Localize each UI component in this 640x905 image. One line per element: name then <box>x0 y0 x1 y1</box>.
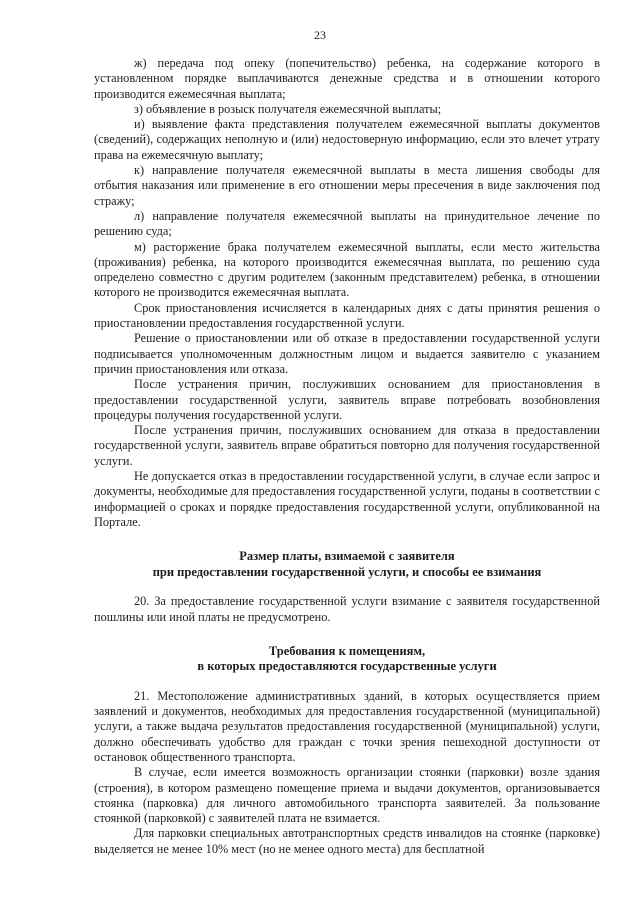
paragraph: м) расторжение брака получателем ежемесячной выплаты, если место жительства (проживания) ребенка, на которого производится ежемесячная выплата, по решению суда определено совместно с другим родителем (законным представителем) ребенка, в отношении которого не производится ежемесячная выплата. <box>94 239 600 300</box>
paragraph: После устранения причин, послуживших основанием для отказа в предоставлении государственной услуги, заявитель вправе обратиться повторно для получения государственной услуги. <box>94 423 600 468</box>
heading-line: в которых предоставляются государственные услуги <box>197 659 497 674</box>
paragraph-20: 20. За предоставление государственной услуги взимание с заявителя государственной пошлины или иной платы не предусмотрено. <box>94 594 600 624</box>
page-number: 23 <box>314 28 326 42</box>
paragraph: и) выявление факта представления получателем ежемесячной выплаты документов (сведений), содержащих неполную и (или) недостоверную информацию, если это влечет утрату права на ежемесячную выплату; <box>94 117 600 162</box>
section-heading-fee <box>94 549 600 580</box>
section-heading-premises <box>94 644 600 675</box>
paragraph: После устранения причин, послуживших основанием для приостановления в предоставлении государственной услуги, заявитель вправе потребовать возобновления процедуры получения государственной услуги. <box>94 377 600 422</box>
paragraph: Для парковки специальных автотранспортных средств инвалидов на стоянке (парковке) выделяется не менее 10% мест (но не менее одного места) для бесплатной <box>94 826 600 856</box>
paragraph: В случае, если имеется возможность организации стоянки (парковки) возле здания (строения), в котором размещено помещение приема и выдачи документов, организовывается стоянка (парковка) для личного автомобильного транспорта заявителей. За пользование стоянкой (парковкой) с заявителей плата не взимается. <box>94 765 600 826</box>
paragraph: Срок приостановления исчисляется в календарных днях с даты принятия решения о приостановлении предоставления государственной услуги. <box>94 300 600 331</box>
heading-line: при предоставлении государственной услуги, и способы ее взимания <box>152 564 542 579</box>
paragraph: Не допускается отказ в предоставлении государственной услуги, в случае если запрос и документы, необходимые для предоставления государственной услуги, поданы в соответствии с информацией о сроках и порядке предоставления государственной услуги, опубликованной на Портале. <box>94 469 600 529</box>
paragraph: к) направление получателя ежемесячной выплаты в места лишения свободы для отбытия наказания или применение в его отношении меры пресечения в виде заключения под стражу; <box>94 163 600 208</box>
paragraph: ж) передача под опеку (попечительство) ребенка, на содержание которого в установленном порядке выплачиваются денежные средства и в отношении которого производится ежемесячная выплата; <box>94 56 600 101</box>
paragraph-21: 21. Местоположение административных зданий, в которых осуществляется прием заявлений и документов, необходимых для предоставления государственной (муниципальной) услуги, а также выдача результатов предоставления государственной (муниципальной) услуги, должно обеспечивать удобство для граждан с точки зрения пешеходной доступности от остановок общественного транспорта. <box>94 688 600 764</box>
heading-line: Требования к помещениям, <box>268 643 426 658</box>
heading-line: Размер платы, взимаемой с заявителя <box>239 549 455 564</box>
paragraph: Решение о приостановлении или об отказе в предоставлении государственной услуги подписывается уполномоченным должностным лицом и выдается заявителю с указанием причин приостановления или отказа. <box>94 331 600 376</box>
document-body <box>94 56 600 857</box>
paragraph: з) объявление в розыск получателя ежемесячной выплаты; <box>134 101 442 116</box>
paragraph: л) направление получателя ежемесячной выплаты на принудительное лечение по решению суда; <box>94 208 600 239</box>
